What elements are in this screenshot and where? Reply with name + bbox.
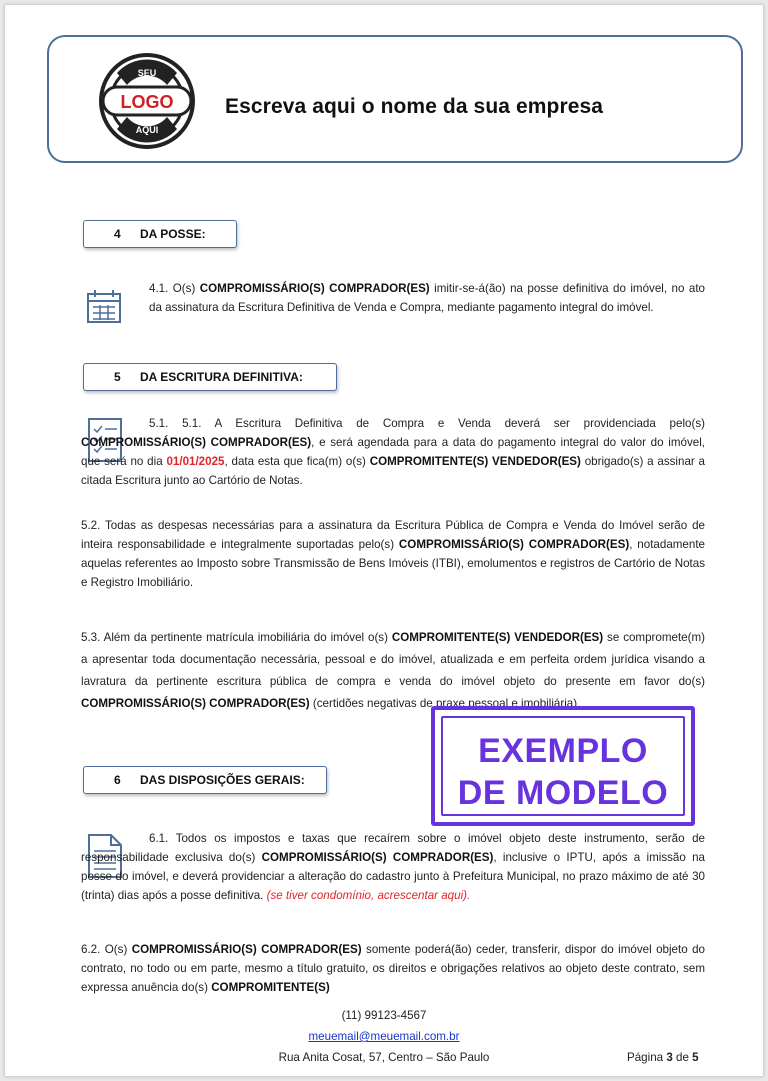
logo-bottom-text: AQUI: [135, 125, 159, 135]
section-number: 5: [114, 370, 121, 384]
clause-6-1: 6.1. Todos os impostos e taxas que recaírem sobre o imóvel objeto deste instrumento, serão de responsabilidade exclusiva do(s) COMPROMISSÁRIO(S) COMPRADOR(ES), inclusive o IPTU, após a imissão na posse do imóvel, e deverá providenciar a alteração do cadastro junto à Prefeitura Municipal, no prazo máximo de até 30 (trinta) dias após a posse definitiva. (se tiver condomínio, acrescentar aqui).: [81, 832, 706, 902]
logo-top-text: SEU: [137, 68, 157, 78]
section-title: DA ESCRITURA DEFINITIVA:: [140, 370, 303, 384]
logo-main-text: LOGO: [120, 92, 174, 112]
clause-6-2: 6.2. O(s) COMPROMISSÁRIO(S) COMPRADOR(ES) somente poderá(ão) ceder, transferir, dispor do imóvel objeto do contrato, no todo ou em parte, mesmo a título gratuito, os direitos e obrigações relativos ao objeto deste contrato, sem expressa anuência do(s) COMPROMITENTE(S): [81, 943, 705, 994]
footer-phone: (11) 99123-4567: [341, 1009, 427, 1022]
section-number: 6: [114, 773, 121, 787]
section-4-heading: [83, 220, 237, 248]
calendar-icon: [83, 285, 125, 327]
company-name: Escreva aqui o nome da sua empresa: [225, 95, 604, 118]
letterhead: [47, 35, 743, 163]
section-title: DAS DISPOSIÇÕES GERAIS:: [140, 773, 305, 787]
section-5-heading: [83, 363, 337, 391]
company-logo: [97, 51, 197, 151]
section-number: 4: [114, 227, 121, 241]
clause-4-1: 4.1. O(s) COMPROMISSÁRIO(S) COMPRADOR(ES) imitir-se-á(ão) na posse definitiva do imóvel, no ato da assinatura da Escritura Definitiva de Venda e Compra, mediante pagamento integral do imóvel.: [149, 282, 705, 314]
clause-5-3: 5.3. Além da pertinente matrícula imobiliária do imóvel o(s) COMPROMITENTE(S) VENDEDOR(ES) se compromete(m) a apresentar toda documentação necessária, pessoal e do imóvel, atualizada e em perfeita ordem jurídica visando a lavratura da pertinente escritura pública de compra e venda do imóvel objeto do presente em favor do(s) COMPROMISSÁRIO(S) COMPRADOR(ES) (certidões negativas de praxe pessoal e imobiliária).: [81, 631, 706, 710]
watermark-line-1: EXEMPLO: [478, 732, 648, 770]
watermark-line-2: DE MODELO: [457, 774, 669, 812]
footer-email-link[interactable]: meuemail@meuemail.com.br: [308, 1030, 460, 1043]
example-watermark-stamp: [431, 706, 695, 826]
clause-5-1: 5.1. 5.1. A Escritura Definitiva de Compra e Venda deverá ser providenciada pelo(s) COMPROMISSÁRIO(S) COMPRADOR(ES), e será agendada para a data do pagamento integral do valor do imóvel, que será no dia 01/01/2025, data esta que fica(m) o(s) COMPROMITENTE(S) VENDEDOR(ES) obrigado(s) a assinar a citada Escritura junto ao Cartório de Notas.: [81, 417, 706, 487]
clause-5-2: 5.2. Todas as despesas necessárias para a assinatura da Escritura Pública de Compra e Venda do Imóvel serão de inteira responsabilidade e integralmente suportadas pelo(s) COMPROMISSÁRIO(S) COMPRADOR(ES), notadamente aquelas referentes ao Imposto sobre Transmissão de Bens Imóveis (ITBI), emolumentos e registros de Cartório de Notas e Registro Imobiliário.: [81, 519, 705, 589]
section-title: DA POSSE:: [140, 227, 206, 241]
footer-address: Rua Anita Cosat, 57, Centro – São Paulo: [278, 1051, 490, 1064]
section-6-heading: [83, 766, 327, 794]
document-page: [4, 4, 764, 1077]
page-number: Página 3 de 5: [627, 1051, 699, 1064]
